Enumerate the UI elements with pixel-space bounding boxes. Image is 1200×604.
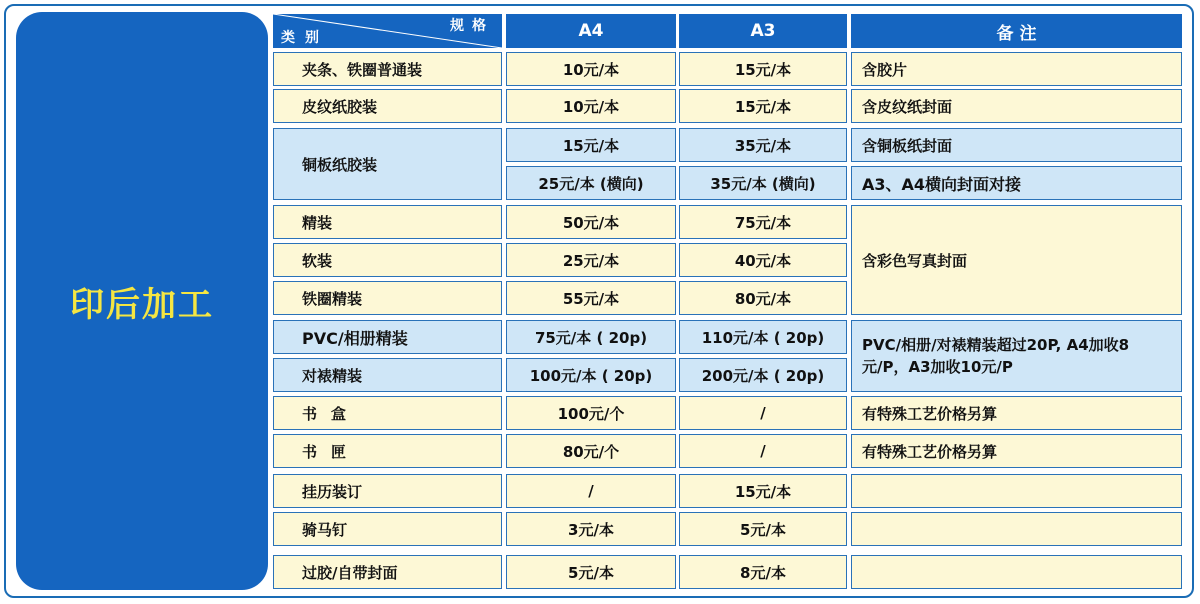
side-panel	[16, 12, 268, 590]
header-corner-cell	[273, 14, 502, 48]
row-category: 过胶/自带封面	[273, 555, 502, 589]
row-a3-price: 200元/本 ( 20p)	[679, 358, 847, 392]
row-a4-price: 3元/本	[506, 512, 676, 546]
row-category: 夹条、铁圈普通装	[273, 52, 502, 86]
row-category: 软装	[273, 243, 502, 277]
row-category: 骑马钉	[273, 512, 502, 546]
row-a4-price: 5元/本	[506, 555, 676, 589]
header-note: 备 注	[851, 14, 1182, 48]
header-category-label: 类别	[281, 30, 329, 46]
row-a4-price: /	[506, 474, 676, 508]
row-note	[851, 555, 1182, 589]
row-a3-price: /	[679, 396, 847, 430]
row-a3-price: 35元/本	[679, 128, 847, 162]
row-a4-price: 55元/本	[506, 281, 676, 315]
row-a3-price: 35元/本 (横向)	[679, 166, 847, 200]
row-a4-price: 15元/本	[506, 128, 676, 162]
row-a3-price: /	[679, 434, 847, 468]
side-title: 印后加工	[70, 284, 214, 325]
row-category: 皮纹纸胶装	[273, 89, 502, 123]
row-note: 含胶片	[851, 52, 1182, 86]
row-a4-price: 75元/本 ( 20p)	[506, 320, 676, 354]
row-category: PVC/相册精装	[273, 320, 502, 354]
row-a4-price: 10元/本	[506, 52, 676, 86]
row-a4-price: 10元/本	[506, 89, 676, 123]
row-a4-price: 25元/本 (横向)	[506, 166, 676, 200]
row-a3-price: 15元/本	[679, 52, 847, 86]
row-category: 铁圈精装	[273, 281, 502, 315]
row-note	[851, 512, 1182, 546]
row-note: 有特殊工艺价格另算	[851, 396, 1182, 430]
row-a4-price: 80元/个	[506, 434, 676, 468]
row-a4-price: 25元/本	[506, 243, 676, 277]
row-category: 书盒	[273, 396, 502, 430]
row-a3-price: 40元/本	[679, 243, 847, 277]
row-a3-price: 80元/本	[679, 281, 847, 315]
row-note: 含彩色写真封面	[851, 205, 1182, 315]
row-a3-price: 75元/本	[679, 205, 847, 239]
header-spec-label: 规格	[450, 18, 494, 34]
header-a3: A3	[679, 14, 847, 48]
row-a4-price: 50元/本	[506, 205, 676, 239]
row-note: PVC/相册/对裱精装超过20P, A4加收8元/P，A3加收10元/P	[851, 320, 1182, 392]
row-a4-price: 100元/本 ( 20p)	[506, 358, 676, 392]
row-a3-price: 15元/本	[679, 89, 847, 123]
row-note: A3、A4横向封面对接	[851, 166, 1182, 200]
row-a3-price: 110元/本 ( 20p)	[679, 320, 847, 354]
row-note: 有特殊工艺价格另算	[851, 434, 1182, 468]
row-a3-price: 15元/本	[679, 474, 847, 508]
row-note: 含皮纹纸封面	[851, 89, 1182, 123]
row-note: 含铜板纸封面	[851, 128, 1182, 162]
row-a3-price: 8元/本	[679, 555, 847, 589]
row-a3-price: 5元/本	[679, 512, 847, 546]
row-category: 精装	[273, 205, 502, 239]
header-a4: A4	[506, 14, 676, 48]
row-note	[851, 474, 1182, 508]
row-a4-price: 100元/个	[506, 396, 676, 430]
row-category: 挂历装订	[273, 474, 502, 508]
row-category: 对裱精装	[273, 358, 502, 392]
row-category: 书匣	[273, 434, 502, 468]
row-category: 铜板纸胶装	[273, 128, 502, 200]
